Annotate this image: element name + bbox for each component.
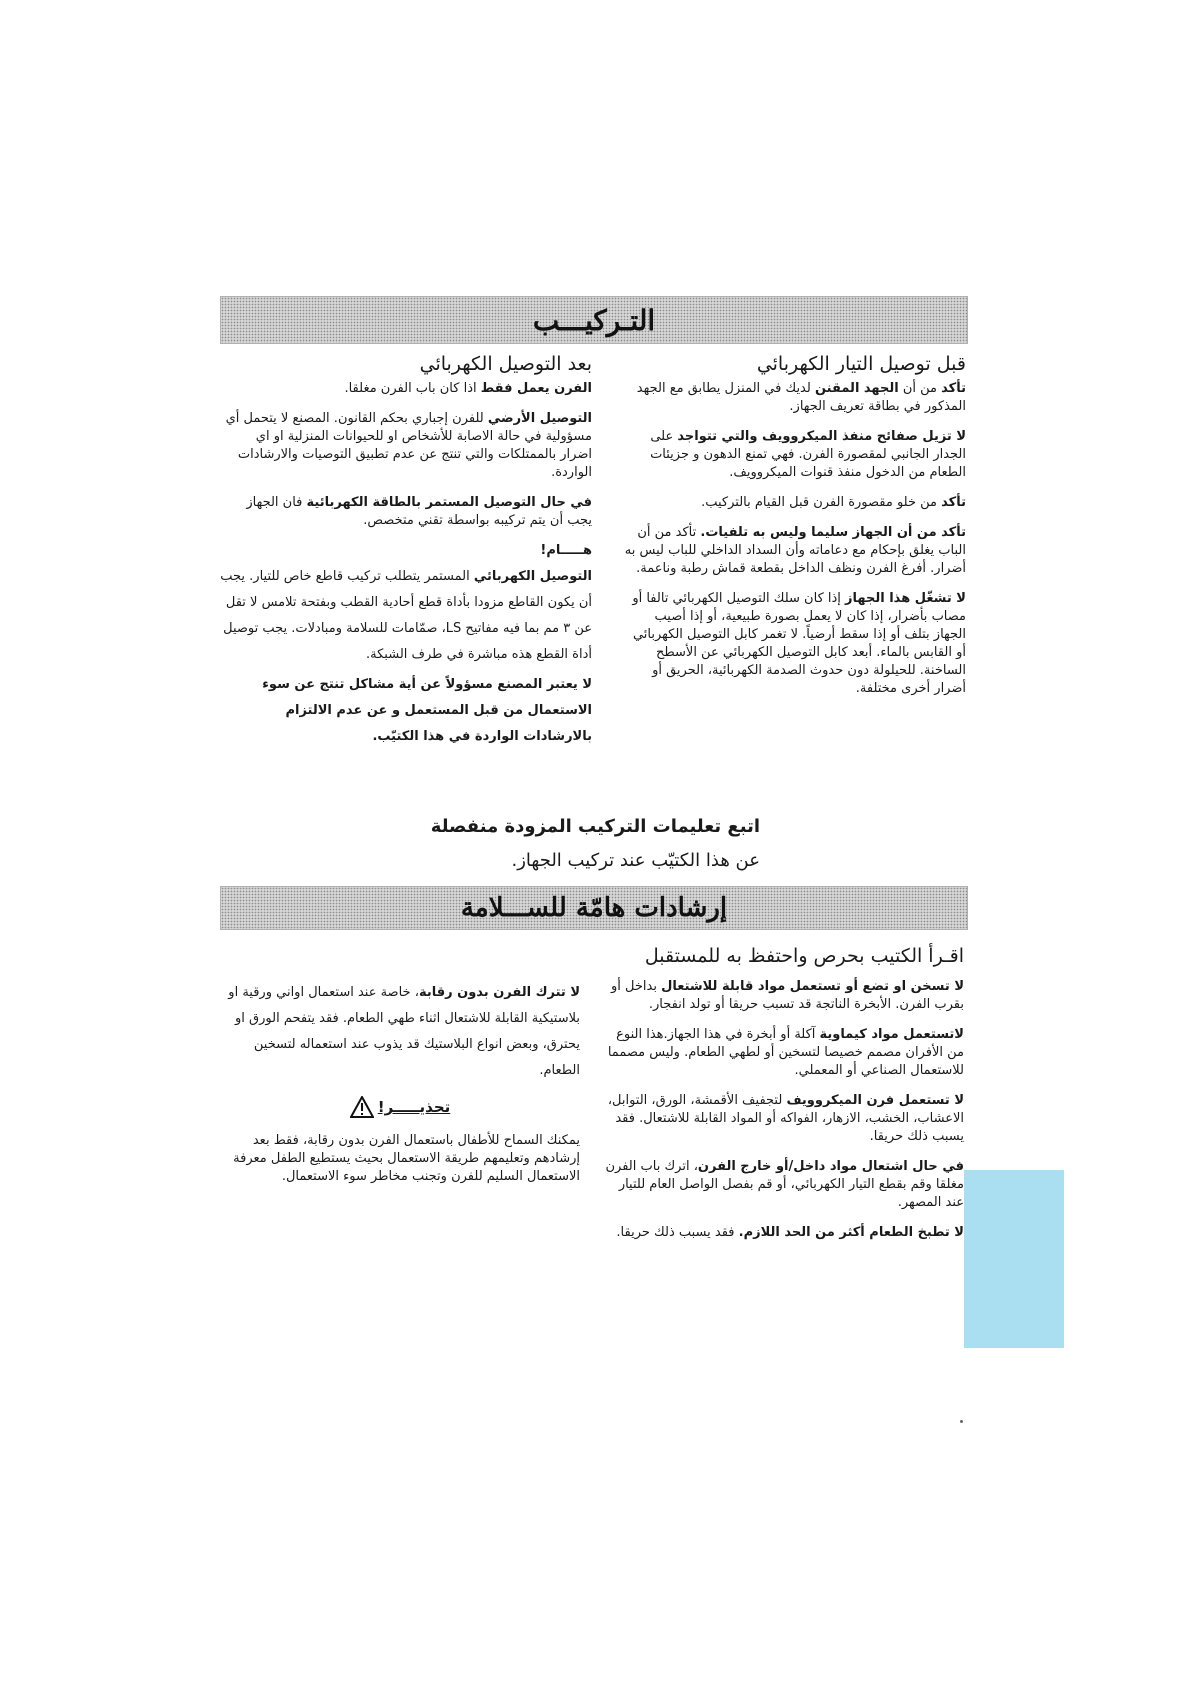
voltage-paragraph: تأكد من أن الجهد المقنن لديك في المنزل يطابق مع الجهد المذكور في بطاقة تعريف الجهاز. <box>636 381 966 414</box>
permanent-connection-paragraph: في حال التوصيل المستمر بالطاقة الكهربائية فان الجهاز يجب أن يتم تركيبه بواسطة تقني متخصص. <box>246 495 592 528</box>
after-connection-column <box>220 352 592 762</box>
children-paragraph: يمكنك السماح للأطفال باستعمال الفرن بدون رقابة، فقط بعد إرشادهم وتعليمهم طريقة الاستعمال بحيث يستطيع الطفل معرفة الاستعمال السليم للفرن وتجنب مخاطر سوء الاستعمال. <box>233 1133 580 1184</box>
safety-left-column <box>220 980 580 1198</box>
warning-label-row <box>220 1096 580 1118</box>
overcooking-paragraph: لا تطبخ الطعام أكثر من الحد اللازم. فقد يسبب ذلك حريقا. <box>616 1225 964 1240</box>
safety-title-band <box>220 886 968 930</box>
after-connection-heading: بعد التوصيل الكهربائي <box>419 353 592 375</box>
installation-title-band <box>220 296 968 344</box>
page-dot <box>960 1420 963 1423</box>
warning-triangle-icon <box>350 1096 374 1118</box>
device-intact-paragraph: تأكد من أن الجهاز سليما وليس به تلفيات. تأكد من أن الباب يغلق بإحكام مع دعاماته وأن السداد الداخلي للباب ليس به أضرار. أفرغ الفرن ونظف الداخل بقطعة قماش رطبة وناعمة. <box>624 525 966 576</box>
before-connection-column <box>620 352 966 710</box>
drying-paragraph: لا تستعمل فرن الميكروويف لتجفيف الأقمشة، الورق، التوابل، الاعشاب، الخشب، الازهار، الفواكه أو المواد القابلة للاشتعال. فقد يسبب ذلك حريقا. <box>607 1093 964 1144</box>
unattended-paragraph: لا تترك الفرن بدون رقابة، خاصة عند استعمال اواني ورقية او بلاستيكية القابلة للاشتعال اثناء طهي الطعام. فقد يتفحم الورق او يحترق، وبعض انواع البلاستيك قد يذوب عند استعماله لتسخين الطعام. <box>228 985 580 1078</box>
safety-right-column <box>600 944 964 1254</box>
page-edge-tab <box>964 1170 1064 1348</box>
installation-title: التـركيـــب <box>532 303 656 337</box>
chemicals-paragraph: لاتستعمل مواد كيماوية آكلة أو أبخرة في هذا الجهاز.هذا النوع من الأفران مصمم خصيصا لتسخين أو لطهي الطعام. وليس مصمما للاستعمال الصناعي أو المعملي. <box>607 1027 964 1078</box>
safety-title: إرشادات هامّة للســـلامة <box>460 893 728 923</box>
grounding-paragraph: التوصيل الأرضي للفرن إجباري بحكم القانون. المصنع لا يتحمل أي مسؤولية في حالة الاصابة للأشخاص او للحيوانات المنزلية او اي اضرار بالممتلكات والتي تنتج عن عدم تطبيق التوصيات والارشادات الواردة. <box>225 411 592 480</box>
note-line-1: اتبع تعليمات التركيب المزودة منفصلة <box>430 816 760 837</box>
manufacturer-liability-paragraph: لا يعتبر المصنع مسؤولاً عن أية مشاكل تنتج عن سوء الاستعمال من قبل المستعمل و عن عدم الالتزام بالارشادات الواردة في هذا الكتيّب. <box>262 677 592 744</box>
door-closed-paragraph: الفرن يعمل فقط اذا كان باب الفرن مغلقا. <box>344 381 592 396</box>
installation-instructions-note <box>400 810 760 878</box>
note-line-2: عن هذا الكتيّب عند تركيب الجهاز. <box>511 850 760 871</box>
empty-cavity-paragraph: تأكد من خلو مقصورة الفرن قبل القيام بالتركيب. <box>701 495 966 510</box>
warning-label: تحذيـــــر! <box>377 1098 451 1116</box>
damaged-cable-paragraph: لا تشغّل هذا الجهاز إذا كان سلك التوصيل الكهربائي تالفا أو مصاب بأضرار، إذا كان لا يعمل بصورة طبيعية، أو إذا أصيب الجهاز بتلف أو إذا سقط أرضياً. لا تغمر كابل التوصيل الكهربائي أو القابس بالماء. أبعد كابل التوصيل الكهربائي عن الأسطح الساخنة. للحيلولة دون حدوث الصدمة الكهربائية، الحريق أو أضرار أخرى مختلفة. <box>632 591 966 696</box>
fire-paragraph: في حال اشتعال مواد داخل/أو خارج الفرن، اترك باب الفرن مغلقا وقم بقطع التيار الكهربائي، أو قم بفصل الواصل العام للتيار عند المصهر. <box>605 1159 964 1210</box>
before-connection-heading: قبل توصيل التيار الكهربائي <box>756 353 966 375</box>
read-manual-heading: اقـرأ الكتيب بحرص واحتفظ به للمستقبل <box>644 945 964 967</box>
circuit-breaker-paragraph: التوصيل الكهربائي المستمر يتطلب تركيب قاطع خاص للتيار. يجب أن يكون القاطع مزودا بأداة قطع أحادية القطب وبفتحة تلامس لا تقل عن ٣ مم بما فيه مفاتيح LS، صمّامات للسلامة ومبادلات. يجب توصيل أداة القطع هذه مباشرة في طرف الشبكة. <box>220 569 592 662</box>
flammable-paragraph: لا تسخن او تضع أو تستعمل مواد قابلة للاشتعال بداخل أو بقرب الفرن. الأبخرة الناتجة قد تسبب حريقا أو تولد انفجار. <box>610 979 964 1012</box>
important-label: هـــــام! <box>540 543 592 558</box>
waveguide-paragraph: لا تزيل صفائح منفذ الميكروويف والتي تتواجد على الجدار الجانبي لمقصورة الفرن. فهي تمنع الدهون و جزيئات الطعام من الدخول منفذ قنوات الميكروويف. <box>650 429 966 480</box>
